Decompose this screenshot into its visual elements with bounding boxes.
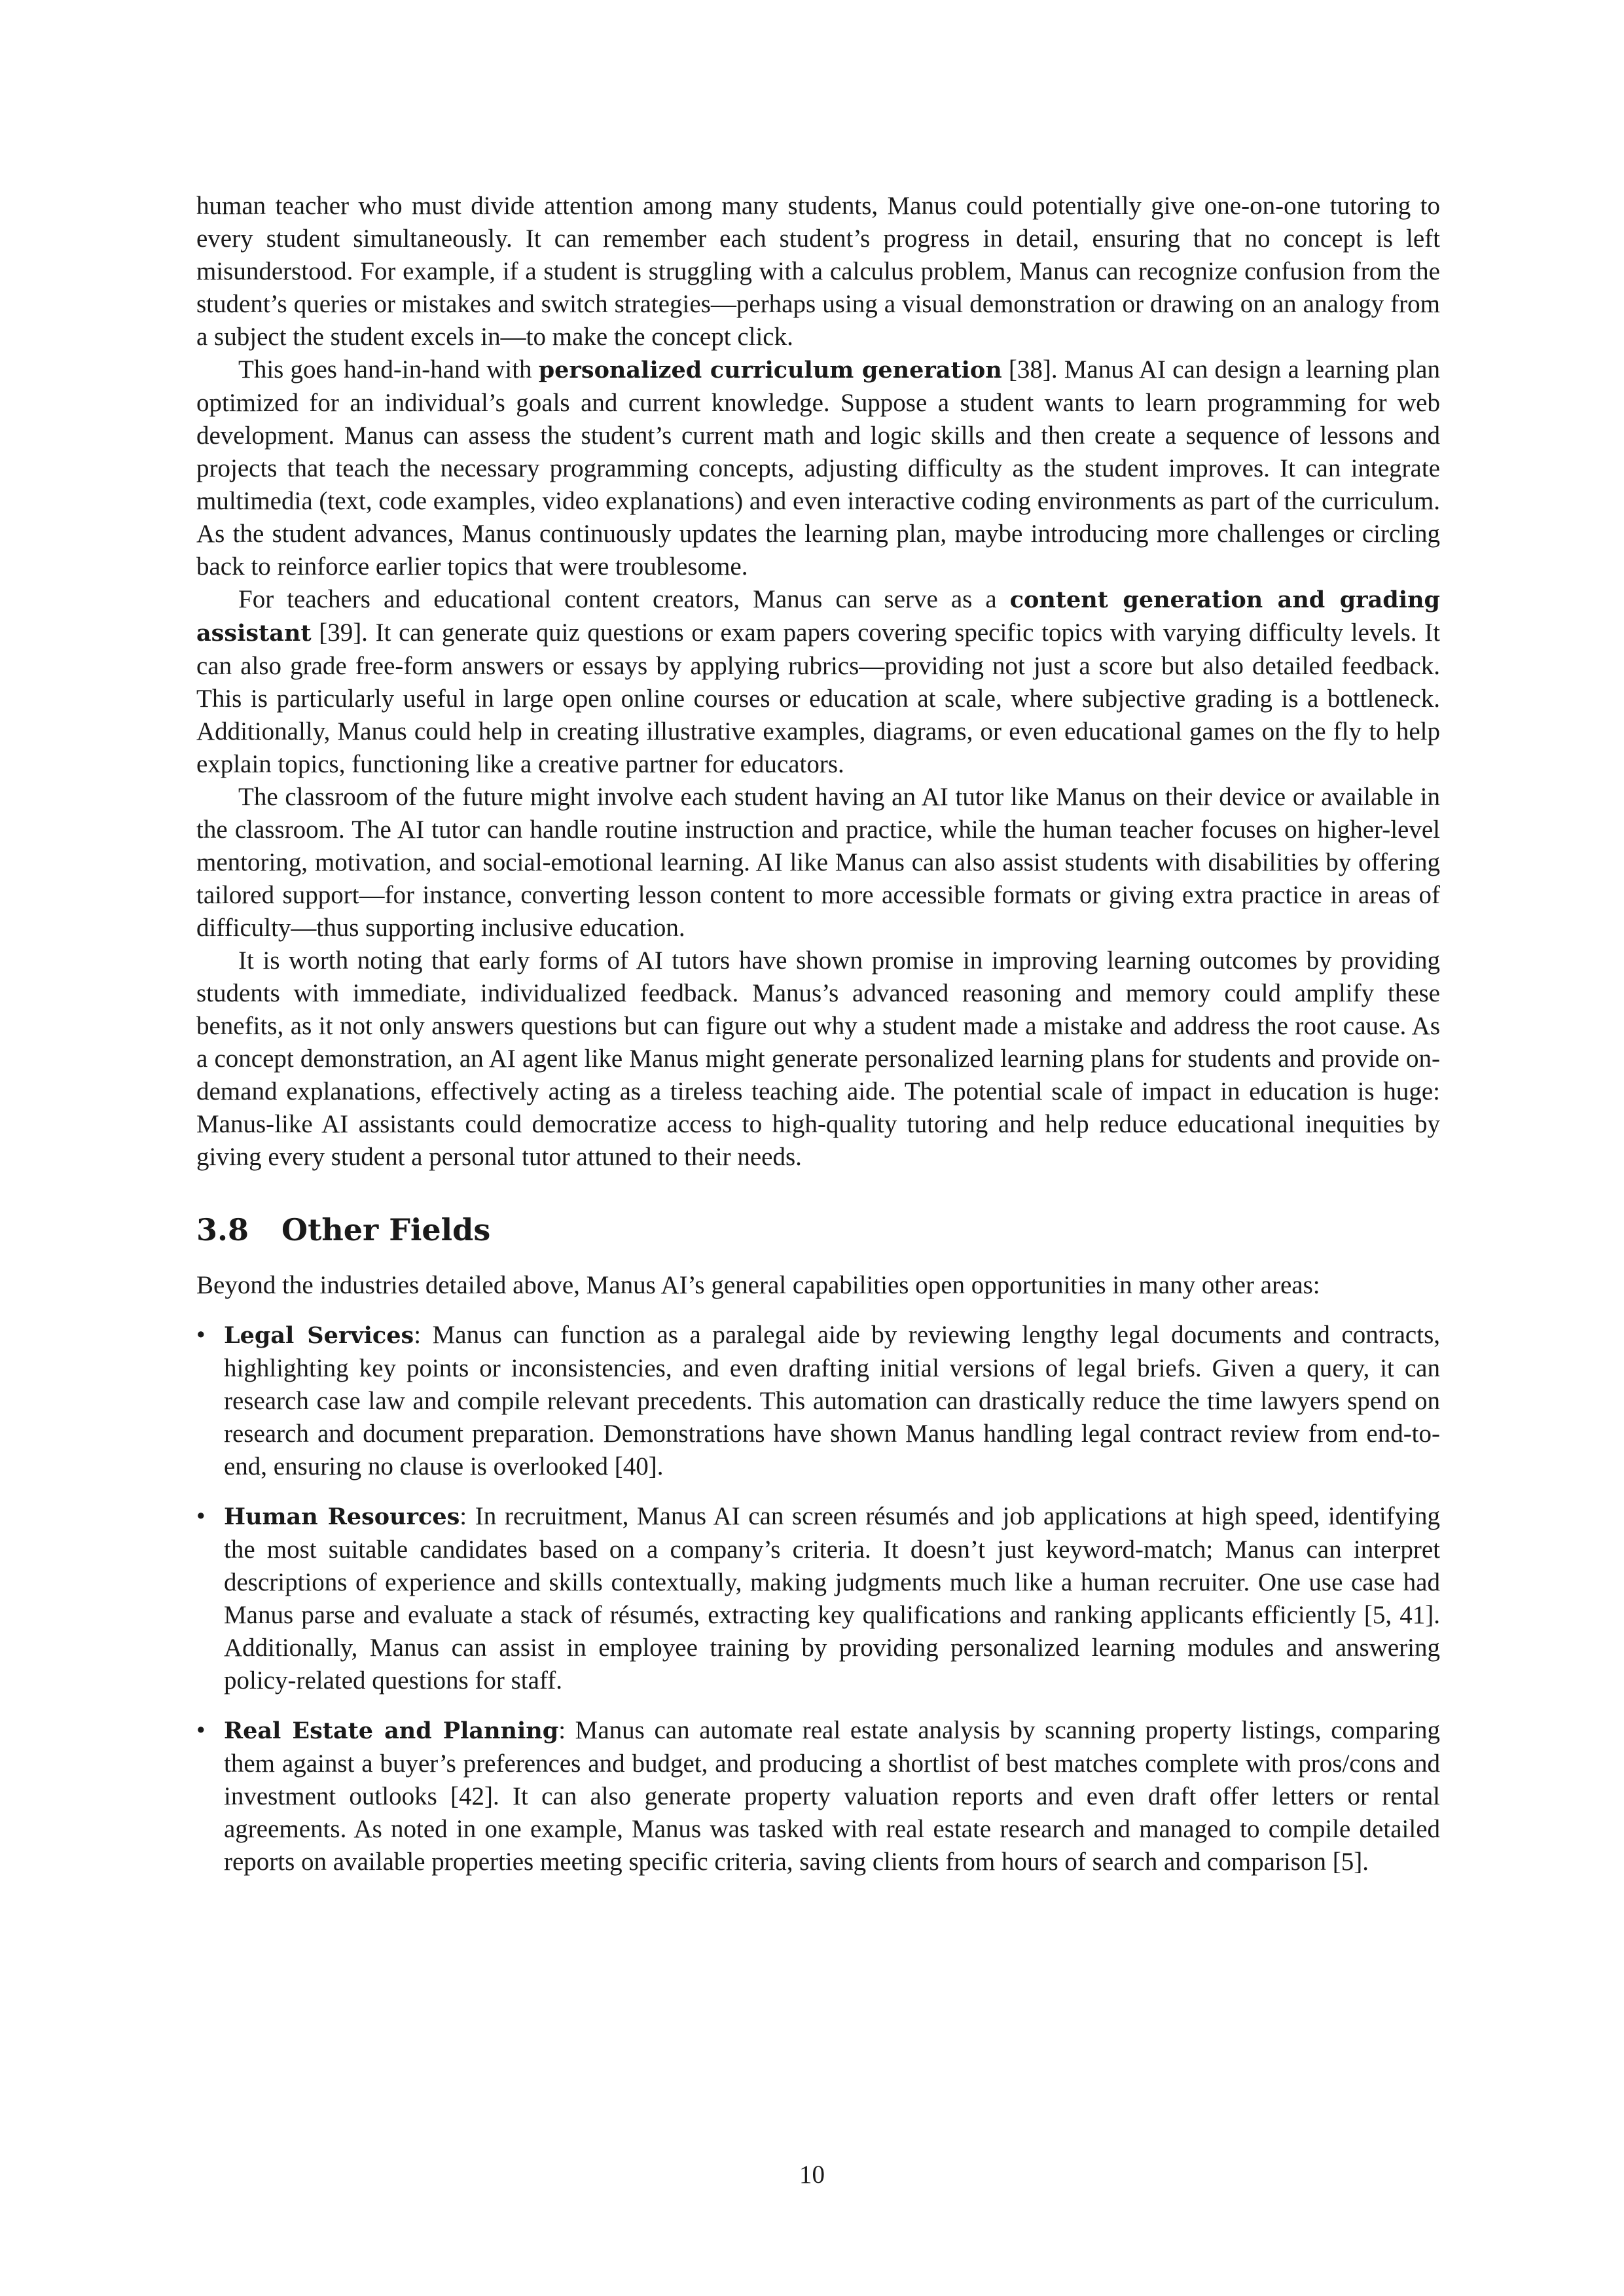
list-item-legal-services: [196, 1319, 1440, 1483]
bold-term: content generation and grading assistant: [196, 586, 1440, 647]
bullet-list: [196, 1319, 1440, 1878]
paragraph-text: It is worth noting that early forms of AI tutors have shown promise in improving learning outcomes by providing students with immediate, individualized feedback. Manus’s advanced reasoning and memory could amplify these benefits, as it not only answers questions but can figure out why a student made a mistake and address the root cause. As a concept demonstration, an AI agent like Manus might generate personalized learning plans for students and provide on-demand explanations, effectively acting as a tireless teaching aide. The potential scale of impact in education is huge: Manus-like AI assistants could democratize access to high-quality tutoring and help reduce educational inequities by giving every student a personal tutor attuned to their needs.: [196, 946, 1440, 1171]
paragraph-tutoring-continued: [196, 190, 1440, 353]
bullet-icon: •: [196, 1502, 206, 1530]
section-intro: Beyond the industries detailed above, Manus AI’s general capabilities open opportunities in many other areas:: [196, 1271, 1320, 1299]
body-text: [196, 190, 1440, 1895]
paragraph-content-generation: [196, 583, 1440, 781]
bullet-term: Human Resources: [224, 1503, 460, 1530]
paragraph-ai-tutors-promise: [196, 944, 1440, 1174]
list-item-human-resources: [196, 1500, 1440, 1697]
bullet-text: : In recruitment, Manus AI can screen résumés and job applications at high speed, identifying the most suitable candidates based on a company’s criteria. It doesn’t just keyword-match; Manus can interpret descriptions of experience and skills contextually, making judgments much like a human recruiter. One use case had Manus parse and evaluate a stack of résumés, extracting key qualifications and ranking applicants efficiently [5, 41]. Additionally, Manus can assist in employee training by providing personalized learning modules and answering policy-related questions for staff.: [224, 1502, 1440, 1695]
section-title: Other Fields: [281, 1212, 491, 1247]
bullet-text: : Manus can automate real estate analysis by scanning property listings, comparing them against a buyer’s preferences and budget, and producing a shortlist of best matches complete with pros/cons and investment outlooks [42]. It can also generate property valuation reports and even draft offer letters or rental agreements. As noted in one example, Manus was tasked with real estate research and managed to compile detailed reports on available properties meeting specific criteria, saving clients from hours of search and comparison [5].: [224, 1716, 1441, 1876]
bold-term: personalized curriculum generation: [538, 357, 1002, 384]
bullet-term: Legal Services: [224, 1322, 414, 1349]
section-number: 3.8: [196, 1212, 249, 1247]
paragraph-text: human teacher who must divide attention among many students, Manus could potentially give one-on-one tutoring to every student simultaneously. It can remember each student’s progress in detail, ensuring that no concept is left misunderstood. For example, if a student is struggling with a calculus problem, Manus can recognize confusion from the student’s queries or mistakes and switch strategies—perhaps using a visual demonstration or drawing on an analogy from a subject the student excels in—to make the concept click.: [196, 192, 1440, 351]
page-number: 10: [799, 2161, 825, 2189]
bullet-text: : Manus can function as a paralegal aide by reviewing lengthy legal documents and contracts, highlighting key points or inconsistencies, and even drafting initial versions of legal briefs. Given a query, it can research case law and compile relevant precedents. This automation can drastically reduce the time lawyers spend on research and document preparation. Demonstrations have shown Manus handling legal contract review from end-to-end, ensuring no clause is overlooked [40].: [224, 1321, 1440, 1480]
paragraph-text: [38]. Manus AI can design a learning plan optimized for an individual’s goals and current knowledge. Suppose a student wants to learn programming for web development. Manus can assess the student’s current math and logic skills and then create a sequence of lessons and projects that teach the necessary programming concepts, adjusting difficulty as the student improves. It can integrate multimedia (text, code examples, video explanations) and even interactive coding environments as part of the curriculum. As the student advances, Manus continuously updates the learning plan, maybe introducing more challenges or circling back to reinforce earlier topics that were troublesome.: [196, 355, 1440, 581]
bullet-icon: •: [196, 1321, 206, 1349]
paragraph-text: The classroom of the future might involve each student having an AI tutor like Manus on their device or available in the classroom. The AI tutor can handle routine instruction and practice, while the human teacher focuses on higher-level mentoring, motivation, and social-emotional learning. AI like Manus can also assist students with disabilities by offering tailored support—for instance, converting lesson content to more accessible formats or giving extra practice in areas of difficulty—thus supporting inclusive education.: [196, 783, 1440, 942]
section-heading: [196, 1210, 1440, 1249]
bullet-icon: •: [196, 1716, 206, 1744]
paragraph-text: This goes hand-in-hand with: [238, 355, 539, 384]
paragraph-classroom-future: [196, 781, 1440, 944]
list-item-real-estate: [196, 1714, 1440, 1878]
paragraph-personalized-curriculum: [196, 353, 1440, 583]
paragraph-text: [39]. It can generate quiz questions or exam papers covering specific topics with varying difficulty levels. It can also grade free-form answers or essays by applying rubrics—providing not just a score but also detailed feedback. This is particularly useful in large open online courses or education at scale, where subjective grading is a bottleneck. Additionally, Manus could help in creating illustrative examples, diagrams, or even educational games on the fly to help explain topics, functioning like a creative partner for educators.: [196, 619, 1440, 778]
paragraph-text: For teachers and educational content creators, Manus can serve as a: [238, 585, 1010, 613]
bullet-term: Real Estate and Planning: [224, 1717, 559, 1744]
